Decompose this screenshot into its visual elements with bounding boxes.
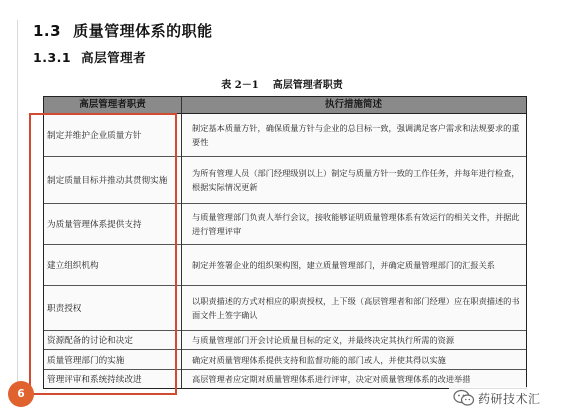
measure-cell: 制定并签署企业的组织架构图，建立质量管理部门，并确定质量管理部门的汇报关系 xyxy=(192,260,495,270)
watermark-text: 药研技术汇 xyxy=(478,391,541,406)
duty-cell: 管理评审和系统持续改进 xyxy=(47,374,142,385)
duty-cell: 制定质量目标并推动其贯彻实施 xyxy=(47,176,168,186)
subsection-title: 高层管理者 xyxy=(81,50,147,65)
measure-cell: 以职责描述的方式对相应的职责授权，上下级（高层管理者和部门经理）应在职责描述的书面文件上签字确认 xyxy=(192,296,520,320)
table-caption-number: 表 2－1 xyxy=(221,80,259,91)
section-number: 1.3 xyxy=(33,22,62,40)
table-caption-title: 高层管理者职责 xyxy=(272,80,343,91)
duty-cell: 建立组织机构 xyxy=(47,261,99,271)
duty-cell: 制定并维护企业质量方针 xyxy=(47,130,142,141)
highlight-box xyxy=(29,113,177,395)
measure-cell: 与质量管理部门开会讨论质量目标的定义，并最终决定其执行所需的资源 xyxy=(192,335,455,345)
measure-cell: 确定对质量管理体系提供支持和监督功能的部门或人，并使其得以实施 xyxy=(192,354,446,365)
measure-cell: 高层管理者应定期对质量管理体系进行评审，决定对质量管理体系的改进举措 xyxy=(192,373,471,384)
duty-cell: 资源配备的讨论和决定 xyxy=(47,336,133,346)
subsection-heading xyxy=(33,48,146,66)
subsection-number: 1.3.1 xyxy=(33,50,72,65)
table-column-divider xyxy=(181,97,182,388)
table-header-duty: 高层管理者职责 xyxy=(79,99,146,110)
table-header-measure: 执行措施简述 xyxy=(324,99,382,110)
section-title: 质量管理体系的职能 xyxy=(73,22,213,40)
duty-cell: 质量管理部门的实施 xyxy=(47,355,125,366)
table-header-row xyxy=(44,97,526,114)
measure-cell: 与质量管理部门负责人举行会议，接收能够证明质量管理体系有效运行的相关文件，并据此进行管理评审 xyxy=(192,212,520,236)
section-heading xyxy=(33,20,213,41)
duty-cell: 职责授权 xyxy=(47,304,82,314)
table-caption xyxy=(0,76,564,91)
duty-cell: 为质量管理体系提供支持 xyxy=(47,220,142,230)
wechat-icon xyxy=(453,389,475,407)
watermark xyxy=(449,387,545,409)
measure-cell: 为所有管理人员（部门经理级别以上）制定与质量方针一致的工作任务，并每年进行检查，根据实际情况更新 xyxy=(192,168,520,192)
page-number-badge: 6 xyxy=(8,381,34,407)
measure-cell: 制定基本质量方针，确保质量方针与企业的总目标一致，强调满足客户需求和法规要求的重要性 xyxy=(192,122,520,147)
